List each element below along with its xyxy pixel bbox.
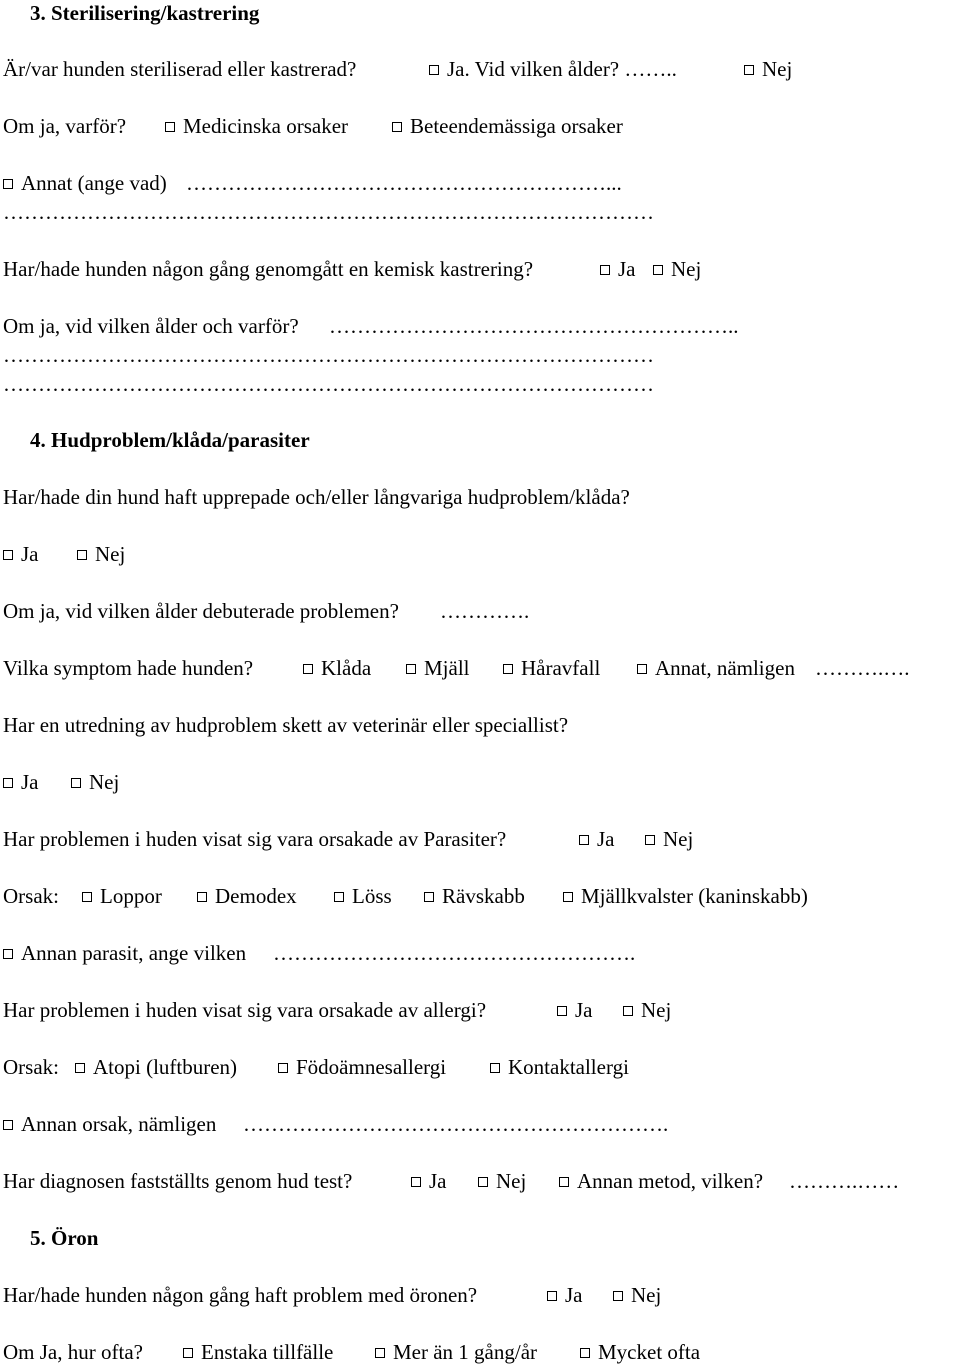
s4-q9-fodo-option[interactable]: Födoämnesallergi xyxy=(278,1054,446,1080)
s4-q10-fill-line[interactable]: ……………………………………………………. xyxy=(243,1112,669,1136)
checkbox-icon[interactable] xyxy=(503,664,513,674)
s4-q3-fill-line[interactable]: ……….…. xyxy=(815,656,910,680)
checkbox-icon[interactable] xyxy=(490,1063,500,1073)
s4-q9-row xyxy=(3,1054,629,1080)
s5-q1-row xyxy=(3,1282,662,1308)
s4-q11-nej-option[interactable]: Nej xyxy=(478,1168,526,1194)
checkbox-icon[interactable] xyxy=(3,179,13,189)
checkbox-icon[interactable] xyxy=(645,835,655,845)
s5-q2-text: Om Ja, hur ofta? xyxy=(3,1340,143,1364)
s4-q4-options xyxy=(3,769,120,795)
s4-q5-ja-option[interactable]: Ja xyxy=(579,826,615,852)
s3-q4-row xyxy=(3,256,702,282)
s3-q2-beteende-option[interactable]: Beteendemässiga orsaker xyxy=(392,113,623,139)
checkbox-icon[interactable] xyxy=(82,892,92,902)
s4-q11-text: Har diagnosen fastställts genom hud test? xyxy=(3,1169,353,1193)
s4-q10-row xyxy=(3,1111,669,1137)
s3-q3-annat-option[interactable]: Annat (ange vad) xyxy=(3,170,167,196)
checkbox-icon[interactable] xyxy=(637,664,647,674)
s5-q2-mer-option[interactable]: Mer än 1 gång/år xyxy=(375,1339,537,1365)
checkbox-icon[interactable] xyxy=(559,1177,569,1187)
checkbox-icon[interactable] xyxy=(429,65,439,75)
s3-q5-fill-line[interactable]: ………………………………………………….. xyxy=(329,314,739,338)
checkbox-icon[interactable] xyxy=(197,892,207,902)
s3-q1-text: Är/var hunden steriliserad eller kastrerad? xyxy=(3,57,357,81)
s4-q6-loss-option[interactable]: Löss xyxy=(334,883,392,909)
s4-q8-text: Har problemen i huden visat sig vara orsakade av allergi? xyxy=(3,998,487,1022)
checkbox-icon[interactable] xyxy=(547,1291,557,1301)
s4-q8-row xyxy=(3,997,672,1023)
s4-q3-klada-option[interactable]: Klåda xyxy=(303,655,371,681)
s4-q3-annat-option[interactable]: Annat, nämligen xyxy=(637,655,795,681)
s4-q11-annan-option[interactable]: Annan metod, vilken? xyxy=(559,1168,763,1194)
s4-q4-ja-option[interactable]: Ja xyxy=(3,769,39,795)
s4-q1-text: Har/hade din hund haft upprepade och/eller långvariga hudproblem/klåda? xyxy=(3,485,630,509)
s4-q6-ravskabb-option[interactable]: Rävskabb xyxy=(424,883,525,909)
s4-q7-row xyxy=(3,940,636,966)
s3-q2-text: Om ja, varför? xyxy=(3,114,127,138)
s4-q6-demodex-option[interactable]: Demodex xyxy=(197,883,297,909)
s4-q3-haravfall-option[interactable]: Håravfall xyxy=(503,655,600,681)
checkbox-icon[interactable] xyxy=(334,892,344,902)
checkbox-icon[interactable] xyxy=(278,1063,288,1073)
s5-q1-nej-option[interactable]: Nej xyxy=(613,1282,661,1308)
s3-q4-text: Har/hade hunden någon gång genomgått en kemisk kastrering? xyxy=(3,257,534,281)
s4-q1-ja-option[interactable]: Ja xyxy=(3,541,39,567)
checkbox-icon[interactable] xyxy=(623,1006,633,1016)
checkbox-icon[interactable] xyxy=(375,1348,385,1358)
s3-q3-fill-line-2[interactable]: ………………………………………………………………………………… xyxy=(3,200,654,224)
checkbox-icon[interactable] xyxy=(303,664,313,674)
checkbox-icon[interactable] xyxy=(579,835,589,845)
checkbox-icon[interactable] xyxy=(406,664,416,674)
s5-q2-mycket-option[interactable]: Mycket ofta xyxy=(580,1339,700,1365)
s4-q3-mjall-option[interactable]: Mjäll xyxy=(406,655,470,681)
s3-q3-row xyxy=(3,170,622,196)
s4-q5-row xyxy=(3,826,694,852)
s4-q6-label: Orsak: xyxy=(3,884,59,908)
checkbox-icon[interactable] xyxy=(411,1177,421,1187)
checkbox-icon[interactable] xyxy=(3,949,13,959)
checkbox-icon[interactable] xyxy=(563,892,573,902)
checkbox-icon[interactable] xyxy=(3,1120,13,1130)
s4-q2-text: Om ja, vid vilken ålder debuterade problemen? xyxy=(3,599,399,623)
checkbox-icon[interactable] xyxy=(75,1063,85,1073)
checkbox-icon[interactable] xyxy=(71,778,81,788)
section-5-heading: 5. Öron xyxy=(30,1226,99,1250)
s4-q6-row xyxy=(3,883,808,909)
s4-q6-mjallkvalster-option[interactable]: Mjällkvalster (kaninskabb) xyxy=(563,883,808,909)
s4-q5-nej-option[interactable]: Nej xyxy=(645,826,693,852)
s4-q11-row xyxy=(3,1168,900,1194)
s4-q10-annan-option[interactable]: Annan orsak, nämligen xyxy=(3,1111,216,1137)
s4-q9-kontakt-option[interactable]: Kontaktallergi xyxy=(490,1054,629,1080)
s3-q4-nej-option[interactable]: Nej xyxy=(653,256,701,282)
checkbox-icon[interactable] xyxy=(653,265,663,275)
checkbox-icon[interactable] xyxy=(744,65,754,75)
s4-q8-nej-option[interactable]: Nej xyxy=(623,997,671,1023)
s5-q1-text: Har/hade hunden någon gång haft problem med öronen? xyxy=(3,1283,478,1307)
s3-q2-row xyxy=(3,113,623,139)
checkbox-icon[interactable] xyxy=(424,892,434,902)
s3-q3-fill-line[interactable]: ……………………………………………………... xyxy=(186,171,622,195)
s3-q4-ja-option[interactable]: Ja xyxy=(600,256,636,282)
checkbox-icon[interactable] xyxy=(3,778,13,788)
checkbox-icon[interactable] xyxy=(77,550,87,560)
s4-q7-annan-option[interactable]: Annan parasit, ange vilken xyxy=(3,940,246,966)
s4-q11-fill-line[interactable]: ……….…… xyxy=(789,1169,900,1193)
s3-q1-ja-option[interactable]: Ja. Vid vilken ålder? …….. xyxy=(429,56,677,82)
s4-q8-ja-option[interactable]: Ja xyxy=(557,997,593,1023)
checkbox-icon[interactable] xyxy=(600,265,610,275)
s4-q5-text: Har problemen i huden visat sig vara orsakade av Parasiter? xyxy=(3,827,507,851)
s4-q3-row xyxy=(3,655,910,681)
s3-q2-medicinska-option[interactable]: Medicinska orsaker xyxy=(165,113,348,139)
checkbox-icon[interactable] xyxy=(392,122,402,132)
checkbox-icon[interactable] xyxy=(613,1291,623,1301)
checkbox-icon[interactable] xyxy=(3,550,13,560)
s4-q6-loppor-option[interactable]: Loppor xyxy=(82,883,162,909)
s4-q2-row xyxy=(3,598,530,624)
s4-q4-text: Har en utredning av hudproblem skett av veterinär eller speciallist? xyxy=(3,713,569,737)
checkbox-icon[interactable] xyxy=(183,1348,193,1358)
s4-q2-fill-line[interactable]: …………. xyxy=(440,599,530,623)
s4-q7-fill-line[interactable]: ……………………………………………. xyxy=(273,941,636,965)
checkbox-icon[interactable] xyxy=(580,1348,590,1358)
s4-q9-label: Orsak: xyxy=(3,1055,59,1079)
checkbox-icon[interactable] xyxy=(165,122,175,132)
s4-q1-options xyxy=(3,541,126,567)
s3-q5-text: Om ja, vid vilken ålder och varför? xyxy=(3,314,299,338)
s3-q5-row xyxy=(3,313,739,339)
section-3-heading: 3. Sterilisering/kastrering xyxy=(30,1,260,25)
s5-q2-enstaka-option[interactable]: Enstaka tillfälle xyxy=(183,1339,333,1365)
s3-q1-nej-option[interactable]: Nej xyxy=(744,56,792,82)
s3-q1-row xyxy=(3,56,793,82)
s4-q9-atopi-option[interactable]: Atopi (luftburen) xyxy=(75,1054,237,1080)
s4-q4-nej-option[interactable]: Nej xyxy=(71,769,119,795)
s5-q1-ja-option[interactable]: Ja xyxy=(547,1282,583,1308)
s4-q3-text: Vilka symptom hade hunden? xyxy=(3,656,254,680)
s4-q1-nej-option[interactable]: Nej xyxy=(77,541,125,567)
s3-q5-fill-line-2[interactable]: ………………………………………………………………………………… xyxy=(3,343,654,367)
s4-q11-ja-option[interactable]: Ja xyxy=(411,1168,447,1194)
s5-q2-row xyxy=(3,1339,701,1365)
checkbox-icon[interactable] xyxy=(478,1177,488,1187)
s3-q5-fill-line-3[interactable]: ………………………………………………………………………………… xyxy=(3,372,654,396)
checkbox-icon[interactable] xyxy=(557,1006,567,1016)
section-4-heading: 4. Hudproblem/klåda/parasiter xyxy=(30,428,310,452)
